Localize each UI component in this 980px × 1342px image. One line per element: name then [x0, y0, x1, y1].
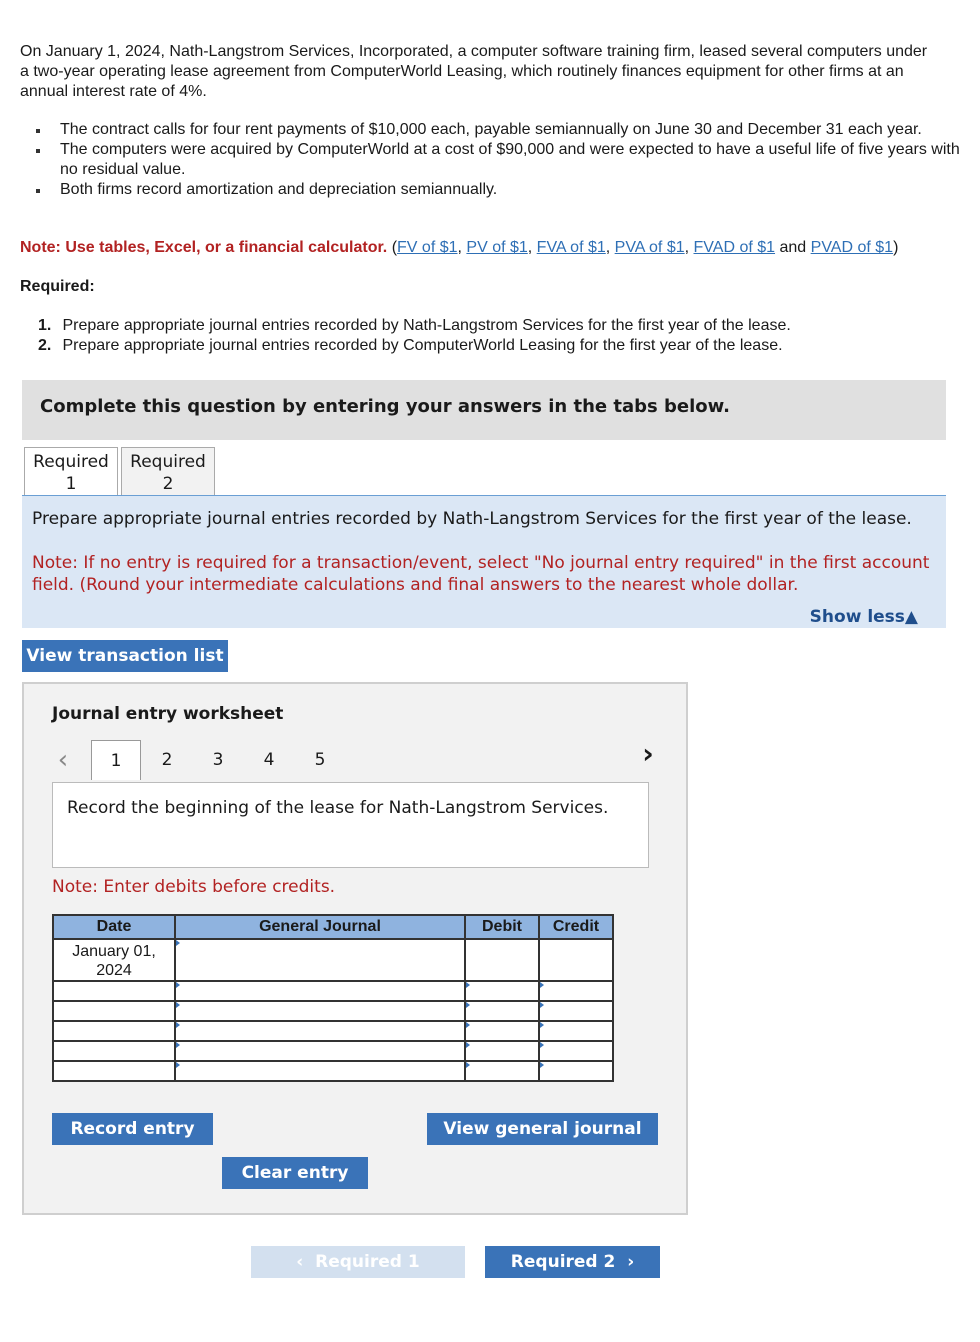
chevron-right-icon: ›: [615, 1252, 635, 1272]
account-input[interactable]: [175, 1061, 465, 1081]
date-cell: [53, 1021, 175, 1041]
tab-label-line2: 2: [162, 474, 174, 494]
date-cell: January 01, 2024: [53, 939, 175, 981]
tables-note: Note: Use tables, Excel, or a financial calculator. (FV of $1, PV of $1, FVA of $1, PVA of $1, FVAD of $1 and PVAD of $1): [20, 239, 899, 256]
bullet-item: The contract calls for four rent payments of $10,000 each, payable semiannually on June 30 and December 31 each year.: [20, 120, 960, 140]
problem-intro: On January 1, 2024, Nath-Langstrom Services, Incorporated, a computer software training firm, leased several computers under a two-year operating lease agreement from ComputerWorld Leasing, which routinely finances equipment for other firms at an annual interest rate of 4%.: [20, 43, 928, 100]
prev-required-label: Required 1: [315, 1252, 420, 1272]
show-less-toggle[interactable]: Show less▲: [809, 607, 918, 627]
banner-text: Complete this question by entering your answers in the tabs below.: [40, 396, 730, 417]
link-pv[interactable]: PV of $1: [466, 239, 528, 256]
page-tab-1[interactable]: 1: [91, 740, 141, 780]
page-tab-5[interactable]: 5: [314, 750, 326, 770]
date-cell: [53, 1061, 175, 1081]
prev-required-button[interactable]: [251, 1246, 465, 1278]
credit-input[interactable]: [539, 1001, 613, 1021]
debits-credits-note: Note: Enter debits before credits.: [52, 877, 336, 897]
page-tab-2[interactable]: 2: [161, 750, 173, 770]
panel-instruction: Prepare appropriate journal entries recorded by Nath-Langstrom Services for the first year of the lease.: [32, 509, 912, 529]
credit-input[interactable]: [539, 1061, 613, 1081]
bullet-item: Both firms record amortization and depreciation semiannually.: [20, 180, 960, 200]
table-header-row: [53, 915, 613, 939]
problem-bullets: [20, 120, 960, 200]
table-row: [53, 1001, 613, 1021]
link-fva[interactable]: FVA of $1: [536, 239, 606, 256]
table-row: [53, 1021, 613, 1041]
required-heading: Required:: [20, 278, 95, 295]
link-pva[interactable]: PVA of $1: [614, 239, 685, 256]
requirement-number: 1.: [38, 317, 52, 334]
instructions-banner: [22, 380, 946, 440]
debit-input[interactable]: [465, 981, 539, 1001]
account-input[interactable]: [175, 939, 465, 981]
debit-input[interactable]: [465, 1061, 539, 1081]
tab-label-line1: Required: [130, 452, 206, 472]
column-credit: Credit: [539, 915, 613, 939]
and-text: and: [779, 239, 807, 256]
debit-input[interactable]: [465, 1001, 539, 1021]
date-cell: [53, 1001, 175, 1021]
debit-input[interactable]: [465, 1021, 539, 1041]
requirement-text: Prepare appropriate journal entries recorded by ComputerWorld Leasing for the first year of the lease.: [62, 337, 783, 354]
account-input[interactable]: [175, 1041, 465, 1061]
tab-required-2[interactable]: [121, 447, 215, 495]
next-required-button[interactable]: [485, 1246, 660, 1278]
prev-page-icon[interactable]: ‹: [57, 745, 69, 775]
tables-note-label: Note: Use tables, Excel, or a financial calculator.: [20, 239, 388, 256]
table-row: [53, 981, 613, 1001]
requirement-text: Prepare appropriate journal entries recorded by Nath-Langstrom Services for the first year of the lease.: [62, 317, 791, 334]
tab-required-1[interactable]: [24, 447, 118, 495]
link-pvad[interactable]: PVAD of $1: [810, 239, 894, 256]
table-row: [53, 1061, 613, 1081]
debit-input[interactable]: [465, 939, 539, 981]
chevron-left-icon: ‹: [296, 1252, 316, 1272]
account-input[interactable]: [175, 981, 465, 1001]
column-date: Date: [53, 915, 175, 939]
view-general-journal-button[interactable]: View general journal: [427, 1113, 658, 1145]
view-transaction-list-button[interactable]: View transaction list: [22, 640, 228, 672]
column-general-journal: General Journal: [175, 915, 465, 939]
table-row: [53, 939, 613, 981]
entry-instruction: Record the beginning of the lease for Nath-Langstrom Services.: [67, 798, 609, 818]
credit-input[interactable]: [539, 1021, 613, 1041]
date-cell: [53, 1041, 175, 1061]
credit-input[interactable]: [539, 981, 613, 1001]
requirements-list: [20, 316, 791, 356]
tab-label-line1: Required: [33, 452, 109, 472]
requirement-item: [20, 336, 791, 356]
link-fv[interactable]: FV of $1: [397, 239, 458, 256]
account-input[interactable]: [175, 1021, 465, 1041]
credit-input[interactable]: [539, 939, 613, 981]
page-tab-3[interactable]: 3: [212, 750, 224, 770]
next-required-label: Required 2: [510, 1252, 616, 1272]
tab-label-line2: 1: [65, 474, 77, 494]
table-row: [53, 1041, 613, 1061]
journal-entry-table: [52, 914, 614, 1082]
requirement-item: [20, 316, 791, 336]
debit-input[interactable]: [465, 1041, 539, 1061]
account-input[interactable]: [175, 1001, 465, 1021]
credit-input[interactable]: [539, 1041, 613, 1061]
date-cell: [53, 981, 175, 1001]
page-tab-4[interactable]: 4: [263, 750, 275, 770]
clear-entry-button[interactable]: Clear entry: [222, 1157, 368, 1189]
next-page-icon[interactable]: ›: [642, 737, 654, 770]
column-debit: Debit: [465, 915, 539, 939]
requirement-number: 2.: [38, 337, 52, 354]
worksheet-title: Journal entry worksheet: [52, 704, 284, 724]
panel-note: Note: If no entry is required for a transaction/event, select "No journal entry required" in the first account field. (Round your intermediate calculations and final answers to the nearest whole dollar.: [32, 553, 930, 595]
requirement-panel: [22, 496, 946, 628]
record-entry-button[interactable]: Record entry: [52, 1113, 213, 1145]
link-fvad[interactable]: FVAD of $1: [693, 239, 776, 256]
bullet-item: The computers were acquired by ComputerWorld at a cost of $90,000 and were expected to have a useful life of five years with no residual value.: [20, 140, 960, 180]
entry-instruction-box: [52, 782, 649, 868]
